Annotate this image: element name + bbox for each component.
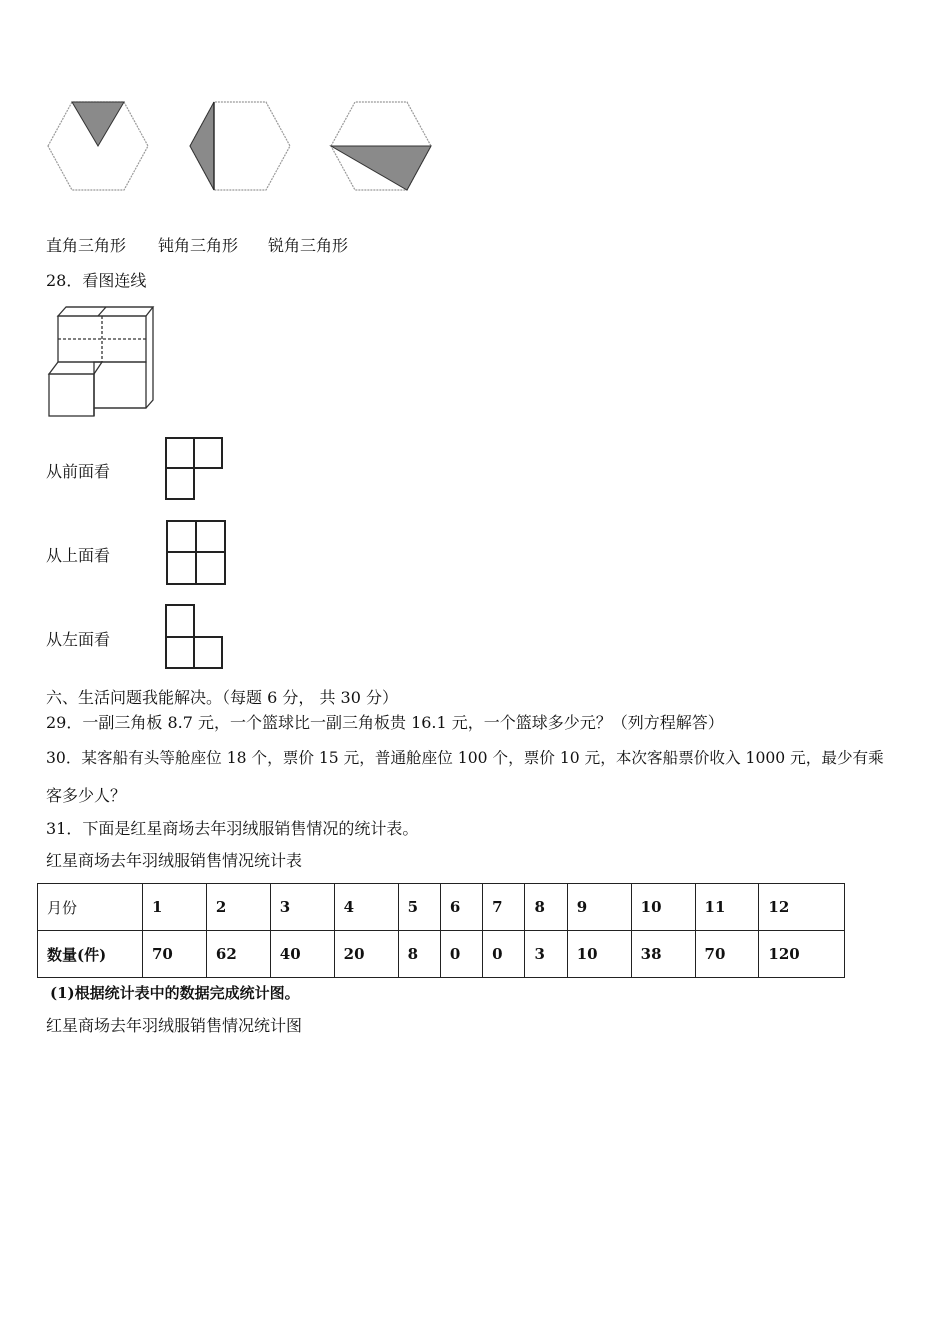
view-label-front: 从前面看 [46, 462, 111, 481]
label-right-triangle: 直角三角形 [46, 236, 127, 255]
view-label-left: 从左面看 [46, 630, 111, 649]
month-cell: 9 [567, 884, 631, 931]
quantity-cell: 70 [695, 931, 759, 978]
q31-sub1: (1)根据统计表中的数据完成统计图。 [50, 984, 300, 1002]
q31-intro: 31．下面是红星商场去年羽绒服销售情况的统计表。 [46, 819, 419, 838]
quantity-cell: 8 [398, 931, 440, 978]
sales-table [37, 883, 845, 978]
label-acute-triangle: 锐角三角形 [268, 236, 349, 255]
label-obtuse-triangle: 钝角三角形 [158, 236, 239, 255]
q29-text: 29．一副三角板 8.7 元，一个篮球比一副三角板贵 16.1 元，一个篮球多少元？（列方程解答） [46, 713, 724, 732]
left-view-figure [164, 603, 226, 671]
quantity-cell: 40 [270, 931, 334, 978]
front-view-figure [164, 436, 226, 502]
hexagon-figure-3 [329, 100, 433, 192]
month-cell: 7 [483, 884, 525, 931]
row-header-quantity: 数量(件) [38, 931, 143, 978]
month-cell: 5 [398, 884, 440, 931]
month-cell: 2 [206, 884, 270, 931]
view-label-top: 从上面看 [46, 546, 111, 565]
row-header-month: 月份 [38, 884, 143, 931]
hexagon-figure-2 [188, 100, 292, 192]
quantity-cell: 0 [440, 931, 482, 978]
table-row-months [38, 884, 845, 931]
quantity-cell: 0 [483, 931, 525, 978]
table-row-quantities [38, 931, 845, 978]
hexagon-figure-1 [46, 100, 150, 192]
q30-line1: 30．某客船有头等舱座位 18 个，票价 15 元，普通舱座位 100 个，票价 10 元，本次客船票价收入 1000 元，最少有乘 [46, 749, 884, 767]
quantity-cell: 10 [567, 931, 631, 978]
quantity-cell: 70 [143, 931, 207, 978]
q28-title: 28．看图连线 [46, 271, 147, 290]
month-cell: 3 [270, 884, 334, 931]
quantity-cell: 62 [206, 931, 270, 978]
quantity-cell: 20 [334, 931, 398, 978]
table-title: 红星商场去年羽绒服销售情况统计表 [46, 851, 303, 870]
q30-line2: 客多少人？ [46, 786, 127, 805]
month-cell: 1 [143, 884, 207, 931]
quantity-cell: 120 [759, 931, 845, 978]
cube-solid-figure [46, 304, 156, 418]
top-view-figure [165, 519, 229, 587]
quantity-cell: 3 [525, 931, 567, 978]
month-cell: 4 [334, 884, 398, 931]
month-cell: 12 [759, 884, 845, 931]
section6-title: 六、生活问题我能解决。（每题 6 分， 共 30 分） [46, 688, 398, 707]
month-cell: 8 [525, 884, 567, 931]
month-cell: 10 [631, 884, 695, 931]
quantity-cell: 38 [631, 931, 695, 978]
chart-title: 红星商场去年羽绒服销售情况统计图 [46, 1016, 303, 1035]
month-cell: 6 [440, 884, 482, 931]
month-cell: 11 [695, 884, 759, 931]
